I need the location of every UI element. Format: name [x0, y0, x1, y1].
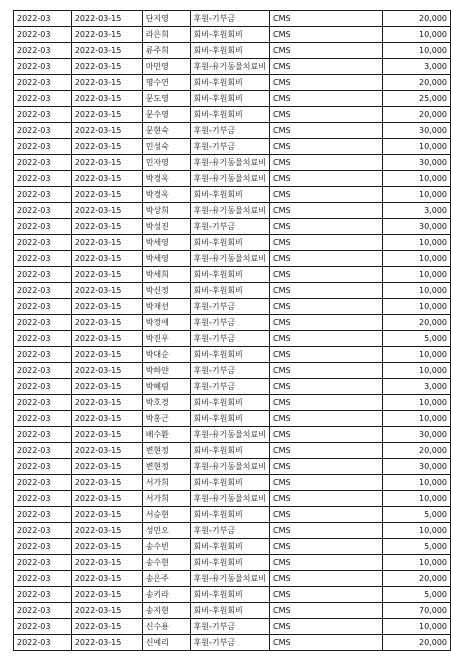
- donation-type-cell: 회비-후원회비: [190, 91, 269, 107]
- month-cell: 2022-03: [14, 203, 72, 219]
- payment-method-cell: CMS: [269, 267, 382, 283]
- donation-type-cell: 후원-기부금: [190, 219, 269, 235]
- payment-method-cell: CMS: [269, 75, 382, 91]
- donor-name-cell: 서가희: [142, 475, 190, 491]
- month-cell: 2022-03: [14, 411, 72, 427]
- donation-type-cell: 후원-기부금: [190, 11, 269, 27]
- payment-method-cell: CMS: [269, 635, 382, 651]
- table-row: [14, 507, 451, 523]
- amount-cell: 30,000: [383, 123, 451, 139]
- month-cell: 2022-03: [14, 603, 72, 619]
- month-cell: 2022-03: [14, 219, 72, 235]
- table-row: [14, 267, 451, 283]
- payment-method-cell: CMS: [269, 123, 382, 139]
- amount-cell: 5,000: [383, 507, 451, 523]
- payment-method-cell: CMS: [269, 299, 382, 315]
- amount-cell: 30,000: [383, 219, 451, 235]
- table-row: [14, 299, 451, 315]
- month-cell: 2022-03: [14, 59, 72, 75]
- month-cell: 2022-03: [14, 587, 72, 603]
- month-cell: 2022-03: [14, 123, 72, 139]
- date-cell: 2022-03-15: [71, 459, 142, 475]
- date-cell: 2022-03-15: [71, 507, 142, 523]
- date-cell: 2022-03-15: [71, 523, 142, 539]
- donation-type-cell: 회비-후원회비: [190, 555, 269, 571]
- amount-cell: 5,000: [383, 539, 451, 555]
- donor-name-cell: 박세희: [142, 267, 190, 283]
- month-cell: 2022-03: [14, 187, 72, 203]
- payment-method-cell: CMS: [269, 203, 382, 219]
- donor-name-cell: 류주희: [142, 43, 190, 59]
- payment-method-cell: CMS: [269, 619, 382, 635]
- table-row: [14, 427, 451, 443]
- donation-type-cell: 회비-후원회비: [190, 235, 269, 251]
- donation-type-cell: 회비-후원회비: [190, 187, 269, 203]
- payment-method-cell: CMS: [269, 475, 382, 491]
- date-cell: 2022-03-15: [71, 299, 142, 315]
- table-row: [14, 587, 451, 603]
- table-row: [14, 91, 451, 107]
- donation-type-cell: 후원-유기동물치료비: [190, 491, 269, 507]
- donation-type-cell: 후원-기부금: [190, 315, 269, 331]
- donation-type-cell: 후원-기부금: [190, 363, 269, 379]
- month-cell: 2022-03: [14, 619, 72, 635]
- date-cell: 2022-03-15: [71, 251, 142, 267]
- donation-type-cell: 후원-기부금: [190, 299, 269, 315]
- amount-cell: 10,000: [383, 171, 451, 187]
- donation-type-cell: 회비-후원회비: [190, 75, 269, 91]
- donor-name-cell: 신수용: [142, 619, 190, 635]
- table-row: [14, 619, 451, 635]
- table-row: [14, 347, 451, 363]
- date-cell: 2022-03-15: [71, 139, 142, 155]
- donation-table: [13, 10, 451, 651]
- donor-name-cell: 단지영: [142, 11, 190, 27]
- date-cell: 2022-03-15: [71, 27, 142, 43]
- table-row: [14, 443, 451, 459]
- month-cell: 2022-03: [14, 91, 72, 107]
- month-cell: 2022-03: [14, 155, 72, 171]
- payment-method-cell: CMS: [269, 347, 382, 363]
- date-cell: 2022-03-15: [71, 123, 142, 139]
- date-cell: 2022-03-15: [71, 171, 142, 187]
- date-cell: 2022-03-15: [71, 267, 142, 283]
- donor-name-cell: 서승현: [142, 507, 190, 523]
- donation-type-cell: 후원-유기동물치료비: [190, 571, 269, 587]
- amount-cell: 20,000: [383, 635, 451, 651]
- donation-type-cell: 후원-기부금: [190, 331, 269, 347]
- month-cell: 2022-03: [14, 267, 72, 283]
- payment-method-cell: CMS: [269, 235, 382, 251]
- donor-name-cell: 박정애: [142, 315, 190, 331]
- month-cell: 2022-03: [14, 11, 72, 27]
- donor-name-cell: 마민영: [142, 59, 190, 75]
- date-cell: 2022-03-15: [71, 59, 142, 75]
- date-cell: 2022-03-15: [71, 187, 142, 203]
- payment-method-cell: CMS: [269, 427, 382, 443]
- donor-name-cell: 변현정: [142, 443, 190, 459]
- table-row: [14, 523, 451, 539]
- donor-name-cell: 송은주: [142, 571, 190, 587]
- amount-cell: 5,000: [383, 331, 451, 347]
- date-cell: 2022-03-15: [71, 379, 142, 395]
- amount-cell: 10,000: [383, 523, 451, 539]
- table-row: [14, 475, 451, 491]
- payment-method-cell: CMS: [269, 555, 382, 571]
- amount-cell: 20,000: [383, 443, 451, 459]
- donation-type-cell: 후원-유기동물치료비: [190, 59, 269, 75]
- month-cell: 2022-03: [14, 171, 72, 187]
- date-cell: 2022-03-15: [71, 619, 142, 635]
- donation-type-cell: 회비-후원회비: [190, 587, 269, 603]
- payment-method-cell: CMS: [269, 315, 382, 331]
- donor-name-cell: 송수현: [142, 555, 190, 571]
- donation-type-cell: 후원-기부금: [190, 523, 269, 539]
- donor-name-cell: 민성숙: [142, 139, 190, 155]
- date-cell: 2022-03-15: [71, 587, 142, 603]
- donor-name-cell: 라은희: [142, 27, 190, 43]
- table-row: [14, 363, 451, 379]
- month-cell: 2022-03: [14, 571, 72, 587]
- table-row: [14, 219, 451, 235]
- table-row: [14, 411, 451, 427]
- table-row: [14, 235, 451, 251]
- amount-cell: 3,000: [383, 379, 451, 395]
- amount-cell: 10,000: [383, 267, 451, 283]
- donor-name-cell: 박홍근: [142, 411, 190, 427]
- date-cell: 2022-03-15: [71, 635, 142, 651]
- month-cell: 2022-03: [14, 75, 72, 91]
- month-cell: 2022-03: [14, 507, 72, 523]
- date-cell: 2022-03-15: [71, 75, 142, 91]
- payment-method-cell: CMS: [269, 587, 382, 603]
- table-row: [14, 43, 451, 59]
- payment-method-cell: CMS: [269, 571, 382, 587]
- amount-cell: 10,000: [383, 187, 451, 203]
- amount-cell: 20,000: [383, 11, 451, 27]
- table-row: [14, 571, 451, 587]
- date-cell: 2022-03-15: [71, 43, 142, 59]
- donor-name-cell: 박상희: [142, 203, 190, 219]
- date-cell: 2022-03-15: [71, 155, 142, 171]
- amount-cell: 20,000: [383, 315, 451, 331]
- month-cell: 2022-03: [14, 427, 72, 443]
- donation-type-cell: 회비-후원회비: [190, 347, 269, 363]
- payment-method-cell: CMS: [269, 27, 382, 43]
- payment-method-cell: CMS: [269, 187, 382, 203]
- date-cell: 2022-03-15: [71, 443, 142, 459]
- donation-type-cell: 후원-유기동물치료비: [190, 427, 269, 443]
- table-row: [14, 107, 451, 123]
- donor-name-cell: 박경옥: [142, 187, 190, 203]
- payment-method-cell: CMS: [269, 539, 382, 555]
- table-row: [14, 459, 451, 475]
- amount-cell: 70,000: [383, 603, 451, 619]
- date-cell: 2022-03-15: [71, 11, 142, 27]
- payment-method-cell: CMS: [269, 91, 382, 107]
- payment-method-cell: CMS: [269, 107, 382, 123]
- donation-type-cell: 후원-기부금: [190, 635, 269, 651]
- amount-cell: 20,000: [383, 571, 451, 587]
- donation-type-cell: 후원-유기동물치료비: [190, 171, 269, 187]
- table-row: [14, 75, 451, 91]
- table-row: [14, 59, 451, 75]
- donation-table-body: [14, 11, 451, 651]
- amount-cell: 10,000: [383, 347, 451, 363]
- payment-method-cell: CMS: [269, 11, 382, 27]
- table-row: [14, 203, 451, 219]
- donor-name-cell: 박호경: [142, 395, 190, 411]
- month-cell: 2022-03: [14, 395, 72, 411]
- table-row: [14, 635, 451, 651]
- amount-cell: 10,000: [383, 139, 451, 155]
- donor-name-cell: 박세영: [142, 235, 190, 251]
- donation-type-cell: 회비-후원회비: [190, 507, 269, 523]
- month-cell: 2022-03: [14, 139, 72, 155]
- donation-type-cell: 후원-기부금: [190, 619, 269, 635]
- donation-type-cell: 회비-후원회비: [190, 411, 269, 427]
- date-cell: 2022-03-15: [71, 235, 142, 251]
- amount-cell: 30,000: [383, 459, 451, 475]
- donor-name-cell: 박재선: [142, 299, 190, 315]
- table-row: [14, 187, 451, 203]
- month-cell: 2022-03: [14, 523, 72, 539]
- amount-cell: 30,000: [383, 427, 451, 443]
- amount-cell: 20,000: [383, 75, 451, 91]
- date-cell: 2022-03-15: [71, 491, 142, 507]
- donation-type-cell: 후원-유기동물치료비: [190, 251, 269, 267]
- table-row: [14, 555, 451, 571]
- date-cell: 2022-03-15: [71, 315, 142, 331]
- table-row: [14, 283, 451, 299]
- amount-cell: 10,000: [383, 395, 451, 411]
- month-cell: 2022-03: [14, 347, 72, 363]
- donor-name-cell: 박혜림: [142, 379, 190, 395]
- donation-type-cell: 회비-후원회비: [190, 539, 269, 555]
- amount-cell: 3,000: [383, 203, 451, 219]
- donation-type-cell: 회비-후원회비: [190, 443, 269, 459]
- month-cell: 2022-03: [14, 363, 72, 379]
- donation-type-cell: 후원-기부금: [190, 139, 269, 155]
- month-cell: 2022-03: [14, 459, 72, 475]
- donor-name-cell: 박경옥: [142, 171, 190, 187]
- donation-type-cell: 회비-후원회비: [190, 283, 269, 299]
- date-cell: 2022-03-15: [71, 363, 142, 379]
- payment-method-cell: CMS: [269, 603, 382, 619]
- amount-cell: 10,000: [383, 283, 451, 299]
- month-cell: 2022-03: [14, 635, 72, 651]
- date-cell: 2022-03-15: [71, 555, 142, 571]
- month-cell: 2022-03: [14, 43, 72, 59]
- donation-type-cell: 회비-후원회비: [190, 43, 269, 59]
- date-cell: 2022-03-15: [71, 427, 142, 443]
- amount-cell: 20,000: [383, 107, 451, 123]
- donor-name-cell: 박성진: [142, 219, 190, 235]
- donation-type-cell: 후원-기부금: [190, 379, 269, 395]
- date-cell: 2022-03-15: [71, 219, 142, 235]
- date-cell: 2022-03-15: [71, 411, 142, 427]
- month-cell: 2022-03: [14, 315, 72, 331]
- payment-method-cell: CMS: [269, 283, 382, 299]
- table-row: [14, 155, 451, 171]
- amount-cell: 30,000: [383, 155, 451, 171]
- payment-method-cell: CMS: [269, 395, 382, 411]
- date-cell: 2022-03-15: [71, 571, 142, 587]
- month-cell: 2022-03: [14, 331, 72, 347]
- month-cell: 2022-03: [14, 299, 72, 315]
- amount-cell: 10,000: [383, 251, 451, 267]
- date-cell: 2022-03-15: [71, 475, 142, 491]
- date-cell: 2022-03-15: [71, 331, 142, 347]
- donor-name-cell: 박세영: [142, 251, 190, 267]
- table-row: [14, 171, 451, 187]
- donor-name-cell: 신예리: [142, 635, 190, 651]
- payment-method-cell: CMS: [269, 411, 382, 427]
- amount-cell: 5,000: [383, 587, 451, 603]
- date-cell: 2022-03-15: [71, 91, 142, 107]
- donation-type-cell: 회비-후원회비: [190, 395, 269, 411]
- donor-name-cell: 박하얀: [142, 363, 190, 379]
- table-row: [14, 395, 451, 411]
- donation-type-cell: 후원-유기동물치료비: [190, 203, 269, 219]
- month-cell: 2022-03: [14, 251, 72, 267]
- donation-type-cell: 회비-후원회비: [190, 267, 269, 283]
- amount-cell: 10,000: [383, 235, 451, 251]
- amount-cell: 10,000: [383, 491, 451, 507]
- donor-name-cell: 배수환: [142, 427, 190, 443]
- month-cell: 2022-03: [14, 539, 72, 555]
- amount-cell: 10,000: [383, 27, 451, 43]
- amount-cell: 3,000: [383, 59, 451, 75]
- amount-cell: 10,000: [383, 299, 451, 315]
- month-cell: 2022-03: [14, 235, 72, 251]
- donor-name-cell: 문도영: [142, 91, 190, 107]
- table-row: [14, 123, 451, 139]
- donor-name-cell: 명수연: [142, 75, 190, 91]
- payment-method-cell: CMS: [269, 491, 382, 507]
- donation-type-cell: 후원-유기동물치료비: [190, 459, 269, 475]
- payment-method-cell: CMS: [269, 171, 382, 187]
- donor-name-cell: 박진우: [142, 331, 190, 347]
- donor-name-cell: 송지현: [142, 603, 190, 619]
- date-cell: 2022-03-15: [71, 603, 142, 619]
- date-cell: 2022-03-15: [71, 283, 142, 299]
- donor-name-cell: 변현정: [142, 459, 190, 475]
- amount-cell: 10,000: [383, 411, 451, 427]
- month-cell: 2022-03: [14, 379, 72, 395]
- donation-type-cell: 회비-후원회비: [190, 27, 269, 43]
- payment-method-cell: CMS: [269, 155, 382, 171]
- amount-cell: 10,000: [383, 619, 451, 635]
- donor-name-cell: 문수영: [142, 107, 190, 123]
- payment-method-cell: CMS: [269, 363, 382, 379]
- payment-method-cell: CMS: [269, 219, 382, 235]
- date-cell: 2022-03-15: [71, 539, 142, 555]
- payment-method-cell: CMS: [269, 507, 382, 523]
- payment-method-cell: CMS: [269, 459, 382, 475]
- table-row: [14, 379, 451, 395]
- month-cell: 2022-03: [14, 107, 72, 123]
- table-row: [14, 251, 451, 267]
- table-row: [14, 539, 451, 555]
- amount-cell: 10,000: [383, 475, 451, 491]
- table-row: [14, 139, 451, 155]
- payment-method-cell: CMS: [269, 43, 382, 59]
- payment-method-cell: CMS: [269, 331, 382, 347]
- donor-name-cell: 성민오: [142, 523, 190, 539]
- date-cell: 2022-03-15: [71, 203, 142, 219]
- donation-type-cell: 후원-기부금: [190, 123, 269, 139]
- payment-method-cell: CMS: [269, 251, 382, 267]
- amount-cell: 10,000: [383, 555, 451, 571]
- date-cell: 2022-03-15: [71, 347, 142, 363]
- payment-method-cell: CMS: [269, 443, 382, 459]
- donor-name-cell: 송키라: [142, 587, 190, 603]
- table-row: [14, 603, 451, 619]
- table-row: [14, 331, 451, 347]
- date-cell: 2022-03-15: [71, 107, 142, 123]
- donation-type-cell: 회비-후원회비: [190, 603, 269, 619]
- month-cell: 2022-03: [14, 555, 72, 571]
- month-cell: 2022-03: [14, 491, 72, 507]
- donor-name-cell: 민자영: [142, 155, 190, 171]
- donor-name-cell: 문현숙: [142, 123, 190, 139]
- table-row: [14, 11, 451, 27]
- month-cell: 2022-03: [14, 283, 72, 299]
- table-row: [14, 315, 451, 331]
- donor-name-cell: 박대순: [142, 347, 190, 363]
- donation-type-cell: 회비-후원회비: [190, 107, 269, 123]
- table-row: [14, 491, 451, 507]
- amount-cell: 10,000: [383, 43, 451, 59]
- amount-cell: 25,000: [383, 91, 451, 107]
- payment-method-cell: CMS: [269, 139, 382, 155]
- month-cell: 2022-03: [14, 475, 72, 491]
- donation-type-cell: 후원-유기동물치료비: [190, 155, 269, 171]
- donor-name-cell: 박신정: [142, 283, 190, 299]
- month-cell: 2022-03: [14, 27, 72, 43]
- payment-method-cell: CMS: [269, 523, 382, 539]
- donor-name-cell: 송수빈: [142, 539, 190, 555]
- donation-type-cell: 회비-후원회비: [190, 475, 269, 491]
- payment-method-cell: CMS: [269, 379, 382, 395]
- donor-name-cell: 서가희: [142, 491, 190, 507]
- amount-cell: 10,000: [383, 363, 451, 379]
- payment-method-cell: CMS: [269, 59, 382, 75]
- month-cell: 2022-03: [14, 443, 72, 459]
- table-row: [14, 27, 451, 43]
- date-cell: 2022-03-15: [71, 395, 142, 411]
